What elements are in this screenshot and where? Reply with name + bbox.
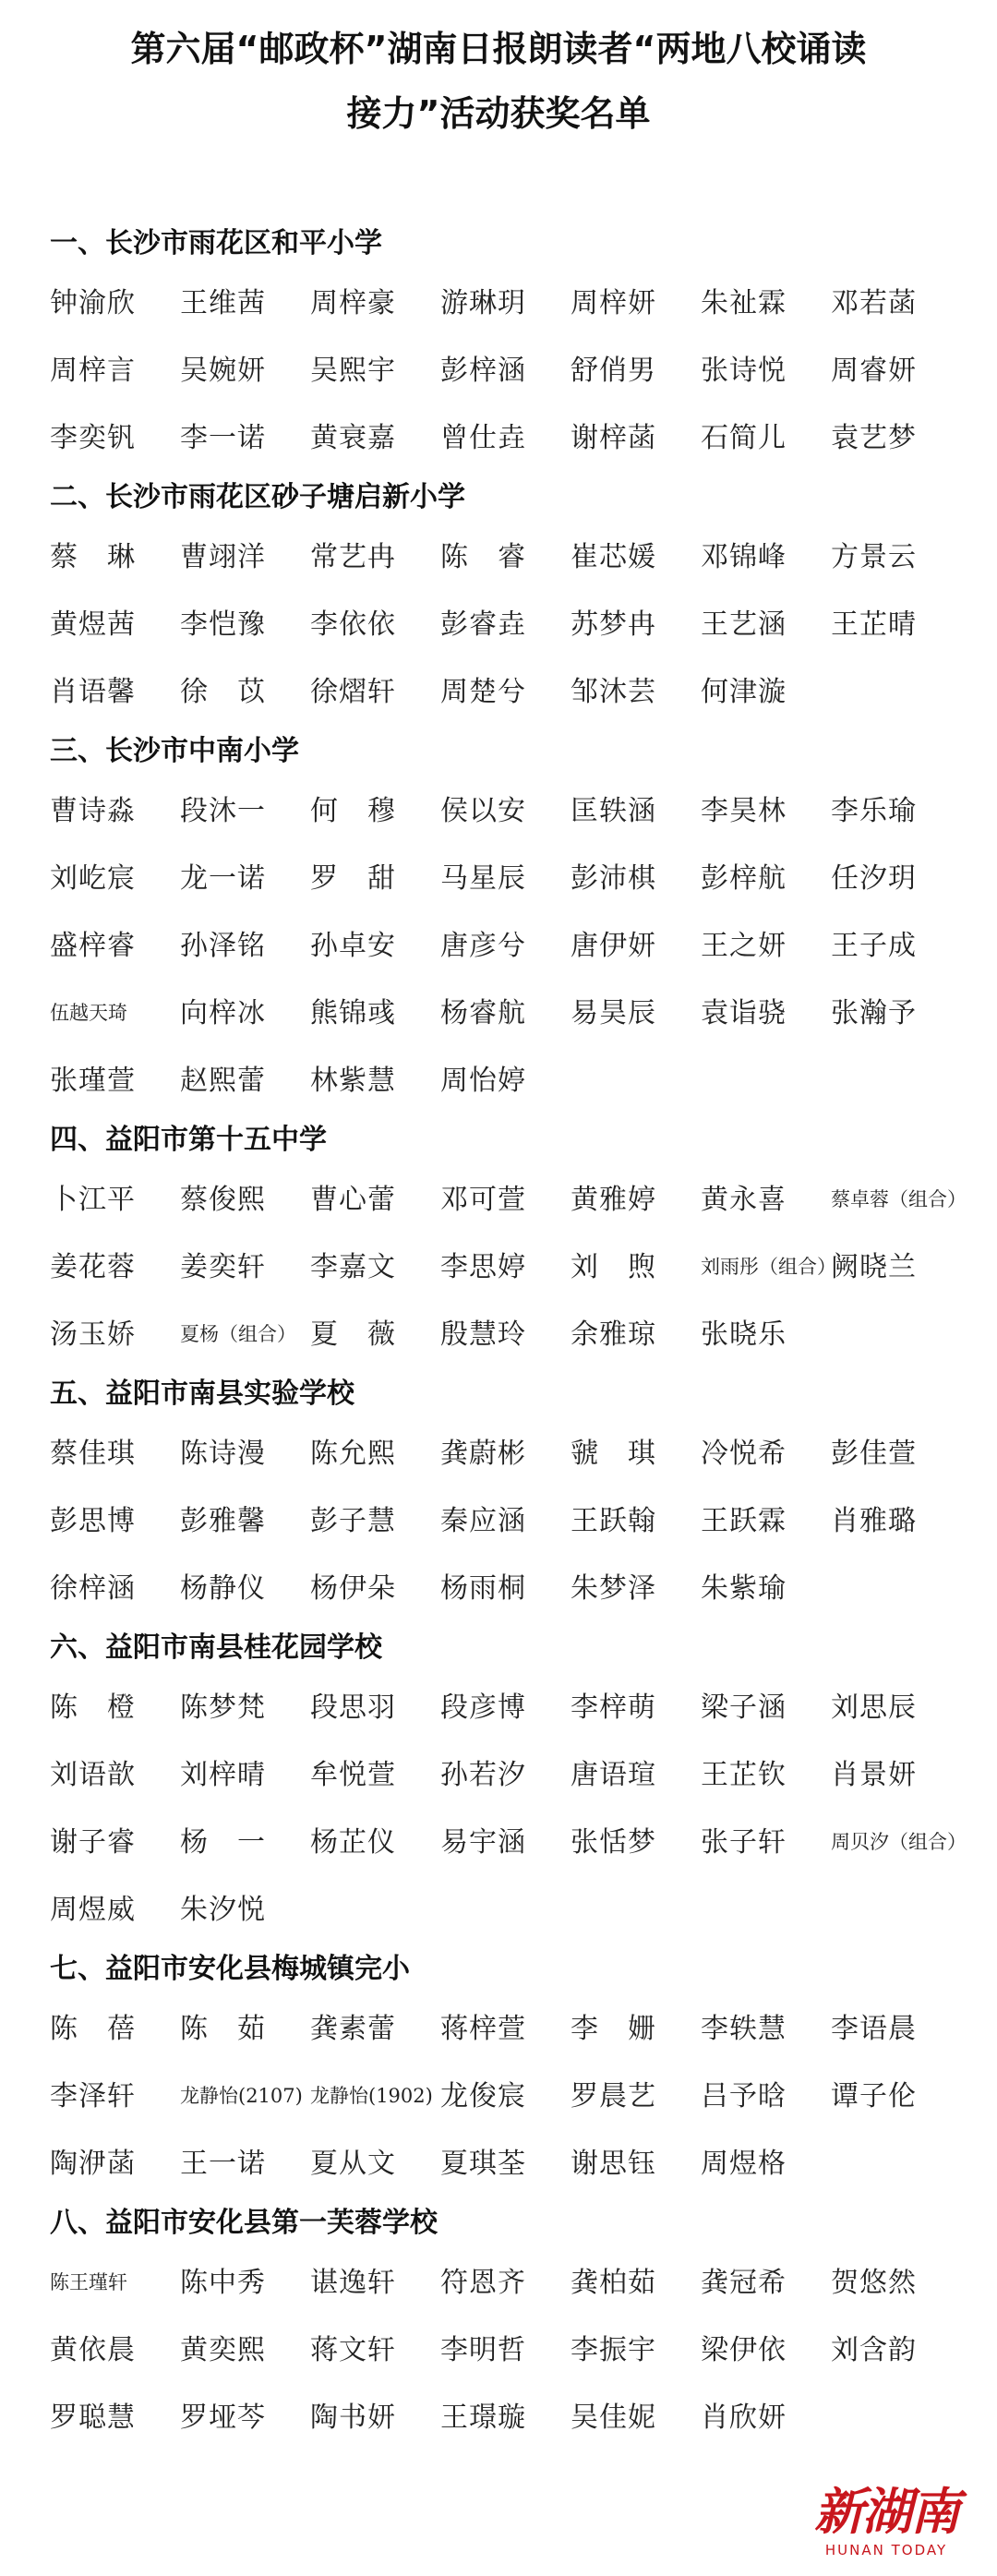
page-title	[0, 17, 997, 146]
winner-name: 孙泽铭	[180, 930, 266, 962]
winner-name: 吕予晗	[701, 2080, 787, 2113]
school-title: 三、长沙市中南小学	[50, 735, 299, 767]
winner-name: 王芷晴	[831, 608, 917, 641]
winner-name: 梁伊依	[701, 2334, 787, 2366]
winner-name: 谭子伦	[831, 2080, 917, 2113]
winner-name: 杨芷仪	[310, 1826, 396, 1859]
winner-name: 彭雅馨	[180, 1505, 266, 1537]
winner-name: 李语晨	[831, 2013, 917, 2045]
winner-name: 彭梓涵	[440, 355, 526, 387]
winner-name: 方景云	[831, 541, 917, 573]
winner-name: 李一诺	[180, 422, 266, 454]
winner-name: 李思婷	[440, 1251, 526, 1283]
winner-name: 王艺涵	[701, 608, 787, 641]
winner-name: 肖景妍	[831, 1759, 917, 1791]
title-line-2: 接力”活动获奖名单	[346, 93, 651, 134]
winner-name: 陈诗漫	[180, 1438, 266, 1470]
winner-name: 汤玉娇	[50, 1318, 136, 1351]
winner-name: 彭思博	[50, 1505, 136, 1537]
winner-name: 崔芯媛	[571, 541, 656, 573]
winner-name: 符恩齐	[440, 2267, 526, 2299]
winner-name: 唐伊妍	[571, 930, 656, 962]
winner-name: 王璟璇	[440, 2401, 526, 2434]
winner-name: 陈中秀	[180, 2267, 266, 2299]
winner-name: 蒋文轩	[310, 2334, 396, 2366]
winner-name: 王跃霖	[701, 1505, 787, 1537]
winner-name: 周梓豪	[310, 287, 396, 319]
school-title: 六、益阳市南县桂花园学校	[50, 1631, 382, 1664]
winner-name: 肖雅璐	[831, 1505, 917, 1537]
winner-name: 谢子睿	[50, 1826, 136, 1859]
winner-name: 孙若汐	[440, 1759, 526, 1791]
winner-name: 蔡卓蓉（组合）	[831, 1188, 967, 1210]
winner-name: 吴婉妍	[180, 355, 266, 387]
winner-name: 黄永喜	[701, 1184, 787, 1216]
winner-name: 余雅琼	[571, 1318, 656, 1351]
winner-name: 曹心蕾	[310, 1184, 396, 1216]
winner-name: 吴熙宇	[310, 355, 396, 387]
winner-name: 贺悠然	[831, 2267, 917, 2299]
winner-name: 伍越天琦	[50, 1002, 127, 1024]
winner-name: 刘雨彤（组合）	[701, 1256, 836, 1278]
winner-name: 苏梦冉	[571, 608, 656, 641]
winner-name: 游琳玥	[440, 287, 526, 319]
winner-name: 王子成	[831, 930, 917, 962]
winner-name: 梁子涵	[701, 1691, 787, 1724]
winner-name: 孙卓安	[310, 930, 396, 962]
winner-name: 陶洢菡	[50, 2148, 136, 2180]
school-title: 四、益阳市第十五中学	[50, 1124, 327, 1156]
winner-name: 阙晓兰	[831, 1251, 917, 1283]
school-section	[50, 726, 973, 1114]
winner-name: 张瑾萱	[50, 1065, 136, 1097]
winner-name: 刘 煦	[571, 1251, 656, 1283]
winner-name: 周楚兮	[440, 676, 526, 708]
winner-name: 舒俏男	[571, 355, 656, 387]
name-grid	[50, 1420, 973, 1622]
winner-name: 秦应涵	[440, 1505, 526, 1537]
winner-name: 李 姗	[571, 2013, 656, 2045]
winner-name: 牟悦萱	[310, 1759, 396, 1791]
school-section	[50, 1622, 973, 1944]
winner-name: 林紫慧	[310, 1065, 396, 1097]
winner-name: 殷慧玲	[440, 1318, 526, 1351]
winner-name: 蒋梓萱	[440, 2013, 526, 2045]
winner-name: 向梓冰	[180, 997, 266, 1029]
winner-name: 李恺豫	[180, 608, 266, 641]
winner-name: 熊锦彧	[310, 997, 396, 1029]
winner-name: 张诗悦	[701, 355, 787, 387]
winner-name: 刘屹宸	[50, 862, 136, 895]
winner-name: 李嘉文	[310, 1251, 396, 1283]
winner-name: 周煜格	[701, 2148, 787, 2180]
winner-name: 李依依	[310, 608, 396, 641]
winner-name: 黄依晨	[50, 2334, 136, 2366]
winner-name: 罗聪慧	[50, 2401, 136, 2434]
winner-name: 龚蔚彬	[440, 1438, 526, 1470]
winner-name: 王跃翰	[571, 1505, 656, 1537]
winner-name: 朱祉霖	[701, 287, 787, 319]
winner-name: 姜奕轩	[180, 1251, 266, 1283]
winner-name: 李梓萌	[571, 1691, 656, 1724]
winner-name: 刘思辰	[831, 1691, 917, 1724]
winner-name: 邓锦峰	[701, 541, 787, 573]
winner-name: 王之妍	[701, 930, 787, 962]
winner-name: 侯以安	[440, 795, 526, 827]
name-grid	[50, 270, 973, 472]
winner-name: 李轶慧	[701, 2013, 787, 2045]
winner-name: 张恬梦	[571, 1826, 656, 1859]
winner-name: 李泽轩	[50, 2080, 136, 2113]
name-grid	[50, 1995, 973, 2197]
winner-name: 虢 琪	[571, 1438, 656, 1470]
logo-chinese-text: 新湖南	[814, 2482, 958, 2541]
winner-name: 陈允熙	[310, 1438, 396, 1470]
winner-name: 曹翊洋	[180, 541, 266, 573]
winner-name: 徐梓涵	[50, 1572, 136, 1605]
winner-name: 杨睿航	[440, 997, 526, 1029]
name-grid	[50, 777, 973, 1114]
winner-name: 陈王瑾轩	[50, 2271, 127, 2293]
winner-name: 杨伊朵	[310, 1572, 396, 1605]
winner-name: 任汐玥	[831, 862, 917, 895]
winner-name: 曾仕垚	[440, 422, 526, 454]
winner-name: 李乐瑜	[831, 795, 917, 827]
name-grid	[50, 1166, 973, 1368]
award-list	[50, 218, 973, 2451]
winner-name: 袁诣骁	[701, 997, 787, 1029]
winner-name: 唐彦兮	[440, 930, 526, 962]
winner-name: 周梓言	[50, 355, 136, 387]
winner-name: 谢梓菡	[571, 422, 656, 454]
name-grid	[50, 2249, 973, 2451]
winner-name: 王芷钦	[701, 1759, 787, 1791]
winner-name: 匡轶涵	[571, 795, 656, 827]
winner-name: 赵熙蕾	[180, 1065, 266, 1097]
winner-name: 何 穆	[310, 795, 396, 827]
winner-name: 谢思钰	[571, 2148, 656, 2180]
winner-name: 王维茜	[180, 287, 266, 319]
winner-name: 冷悦希	[701, 1438, 787, 1470]
winner-name: 罗 甜	[310, 862, 396, 895]
title-line-1: 第六届“邮政杯”湖南日报朗读者“两地八校诵读	[130, 29, 867, 69]
winner-name: 龙一诺	[180, 862, 266, 895]
winner-name: 周贝汐（组合）	[831, 1831, 967, 1853]
winner-name: 曹诗淼	[50, 795, 136, 827]
school-section	[50, 1944, 973, 2197]
winner-name: 李明哲	[440, 2334, 526, 2366]
winner-name: 张瀚予	[831, 997, 917, 1029]
winner-name: 周睿妍	[831, 355, 917, 387]
winner-name: 夏从文	[310, 2148, 396, 2180]
winner-name: 彭梓航	[701, 862, 787, 895]
winner-name: 蔡佳琪	[50, 1438, 136, 1470]
winner-name: 钟渝欣	[50, 287, 136, 319]
winner-name: 彭子慧	[310, 1505, 396, 1537]
winner-name: 罗晨艺	[571, 2080, 656, 2113]
school-section	[50, 2197, 973, 2451]
winner-name: 李奕钒	[50, 422, 136, 454]
winner-name: 盛梓睿	[50, 930, 136, 962]
winner-name: 陈 蓓	[50, 2013, 136, 2045]
winner-name: 何津漩	[701, 676, 787, 708]
winner-name: 黄煜茜	[50, 608, 136, 641]
winner-name: 杨静仪	[180, 1572, 266, 1605]
winner-name: 刘含韵	[831, 2334, 917, 2366]
winner-name: 夏 薇	[310, 1318, 396, 1351]
winner-name: 常艺冉	[310, 541, 396, 573]
name-grid	[50, 1674, 973, 1944]
winner-name: 彭佳萱	[831, 1438, 917, 1470]
winner-name: 蔡 琳	[50, 541, 136, 573]
winner-name: 易昊辰	[571, 997, 656, 1029]
winner-name: 朱汐悦	[180, 1894, 266, 1926]
winner-name: 陈 橙	[50, 1691, 136, 1724]
winner-name: 马星辰	[440, 862, 526, 895]
winner-name: 周怡婷	[440, 1065, 526, 1097]
winner-name: 周梓妍	[571, 287, 656, 319]
name-grid	[50, 524, 973, 726]
winner-name: 段思羽	[310, 1691, 396, 1724]
school-title: 五、益阳市南县实验学校	[50, 1378, 354, 1410]
winner-name: 张子轩	[701, 1826, 787, 1859]
school-title: 七、益阳市安化县梅城镇完小	[50, 1953, 410, 1985]
winner-name: 徐 苡	[180, 676, 266, 708]
winner-name: 易宇涵	[440, 1826, 526, 1859]
school-section	[50, 1114, 973, 1368]
winner-name: 龙静怡(2107)	[180, 2085, 303, 2107]
winner-name: 杨 一	[180, 1826, 266, 1859]
winner-name: 黄衰嘉	[310, 422, 396, 454]
winner-name: 段沐一	[180, 795, 266, 827]
winner-name: 陈 睿	[440, 541, 526, 573]
winner-name: 罗垭芩	[180, 2401, 266, 2434]
winner-name: 卜江平	[50, 1184, 136, 1216]
winner-name: 邓可萱	[440, 1184, 526, 1216]
winner-name: 龙俊宸	[440, 2080, 526, 2113]
school-title: 八、益阳市安化县第一芙蓉学校	[50, 2207, 438, 2239]
winner-name: 杨雨桐	[440, 1572, 526, 1605]
winner-name: 陶书妍	[310, 2401, 396, 2434]
winner-name: 蔡俊熙	[180, 1184, 266, 1216]
winner-name: 李昊林	[701, 795, 787, 827]
winner-name: 朱紫瑜	[701, 1572, 787, 1605]
winner-name: 吴佳妮	[571, 2401, 656, 2434]
winner-name: 黄奕熙	[180, 2334, 266, 2366]
winner-name: 张晓乐	[701, 1318, 787, 1351]
winner-name: 彭睿垚	[440, 608, 526, 641]
winner-name: 王一诺	[180, 2148, 266, 2180]
school-title: 一、长沙市雨花区和平小学	[50, 227, 382, 259]
winner-name: 袁艺梦	[831, 422, 917, 454]
winner-name: 夏杨（组合）	[180, 1323, 296, 1345]
winner-name: 陈 茹	[180, 2013, 266, 2045]
winner-name: 龚柏茹	[571, 2267, 656, 2299]
winner-name: 龙静怡(1902)	[310, 2085, 433, 2107]
winner-name: 彭沛棋	[571, 862, 656, 895]
winner-name: 谌逸轩	[310, 2267, 396, 2299]
winner-name: 龚冠希	[701, 2267, 787, 2299]
winner-name: 黄雅婷	[571, 1184, 656, 1216]
winner-name: 朱梦泽	[571, 1572, 656, 1605]
winner-name: 姜花蓉	[50, 1251, 136, 1283]
hunan-today-logo	[803, 2482, 969, 2559]
winner-name: 夏琪荃	[440, 2148, 526, 2180]
winner-name: 石简儿	[701, 422, 787, 454]
school-section	[50, 472, 973, 726]
logo-english-text: HUNAN TODAY	[824, 2542, 948, 2558]
winner-name: 邹沐芸	[571, 676, 656, 708]
winner-name: 肖语馨	[50, 676, 136, 708]
winner-name: 徐熠轩	[310, 676, 396, 708]
school-section	[50, 218, 973, 472]
winner-name: 唐语瑄	[571, 1759, 656, 1791]
winner-name: 龚素蕾	[310, 2013, 396, 2045]
winner-name: 刘梓晴	[180, 1759, 266, 1791]
winner-name: 刘语歆	[50, 1759, 136, 1791]
winner-name: 肖欣妍	[701, 2401, 787, 2434]
school-title: 二、长沙市雨花区砂子塘启新小学	[50, 481, 465, 513]
winner-name: 李振宇	[571, 2334, 656, 2366]
winner-name: 段彦博	[440, 1691, 526, 1724]
school-section	[50, 1368, 973, 1622]
winner-name: 邓若菡	[831, 287, 917, 319]
winner-name: 陈梦梵	[180, 1691, 266, 1724]
winner-name: 周煜威	[50, 1894, 136, 1926]
